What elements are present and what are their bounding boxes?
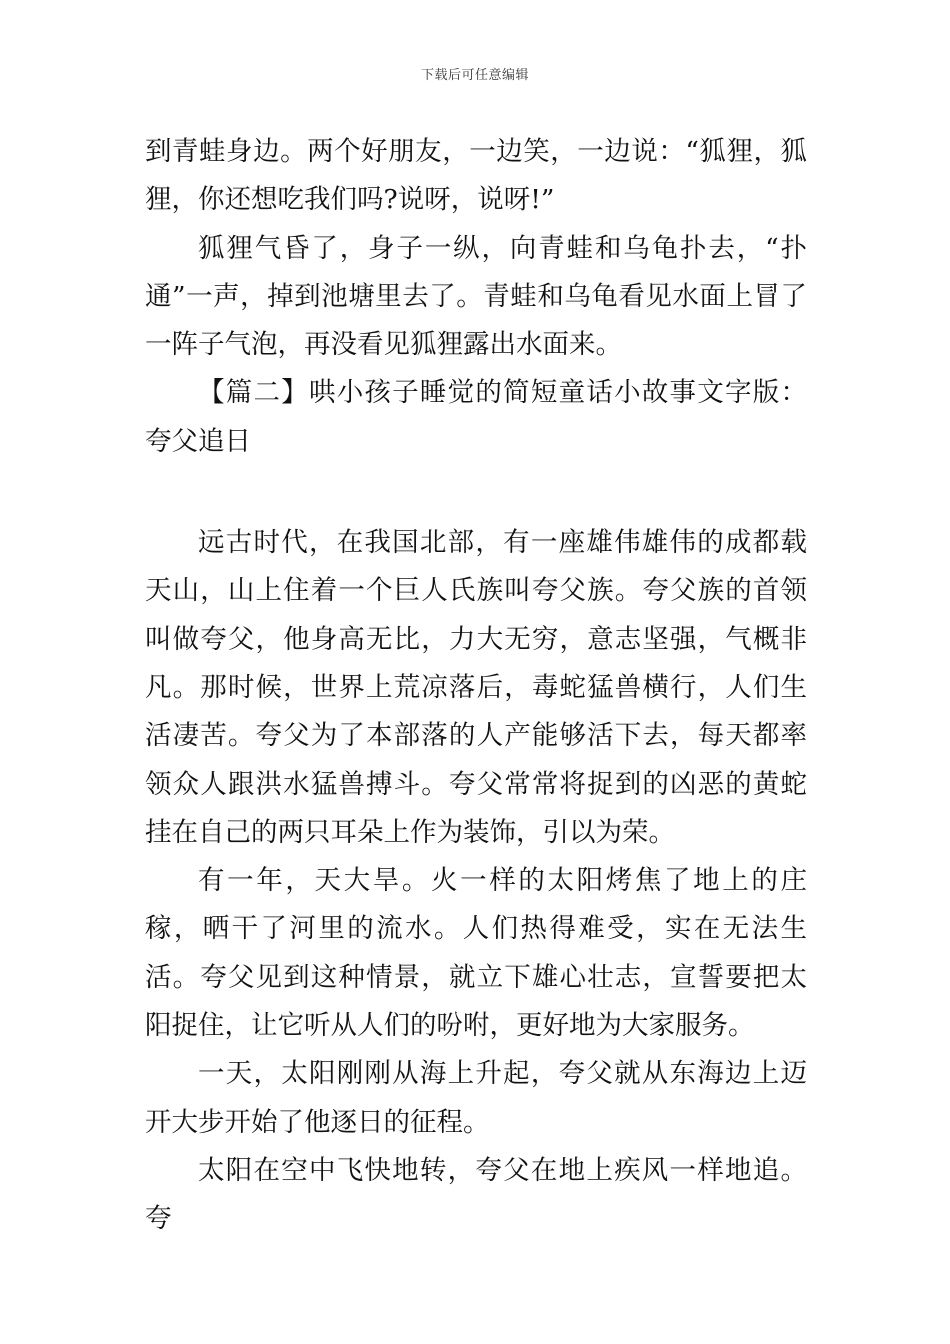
page-header: 下载后可任意编辑 bbox=[420, 68, 529, 83]
paragraph-6: 太阳在空中飞快地转，夸父在地上疾风一样地追。夸 bbox=[145, 1154, 807, 1235]
document-body bbox=[145, 128, 807, 1244]
paragraph-4: 有一年，天大旱。火一样的太阳烤焦了地上的庄稼，晒干了河里的流水。人们热得难受，实在无法生活。夸父见到这种情景，就立下雄心壮志，宣誓要把太阳捉住，让它听从人们的吩咐，更好地为大家服务。 bbox=[145, 865, 807, 1042]
section-heading: 【篇二】哄小孩子睡觉的简短童话小故事文字版：夸父追日 bbox=[145, 377, 807, 457]
paragraph-1: 到青蛙身边。两个好朋友，一边笑，一边说：“狐狸，狐狸，你还想吃我们吗?说呀，说呀!” bbox=[145, 136, 807, 216]
paragraph-3: 远古时代，在我国北部，有一座雄伟雄伟的成都载天山，山上住着一个巨人氏族叫夸父族。夸父族的首领叫做夸父，他身高无比，力大无穷，意志坚强，气概非凡。那时候，世界上荒凉落后，毒蛇猛兽横行，人们生活凄苦。夸父为了本部落的人产能够活下去，每天都率领众人跟洪水猛兽搏斗。夸父常常将捉到的凶恶的黄蛇挂在自己的两只耳朵上作为装饰，引以为荣。 bbox=[145, 527, 807, 848]
paragraph-5: 一天，太阳刚刚从海上升起，夸父就从东海边上迈开大步开始了他逐日的征程。 bbox=[145, 1058, 807, 1138]
paragraph-2: 狐狸气昏了，身子一纵，向青蛙和乌龟扑去，“扑通”一声，掉到池塘里去了。青蛙和乌龟看见水面上冒了一阵子气泡，再没看见狐狸露出水面来。 bbox=[145, 232, 807, 361]
blank-line bbox=[145, 466, 807, 519]
